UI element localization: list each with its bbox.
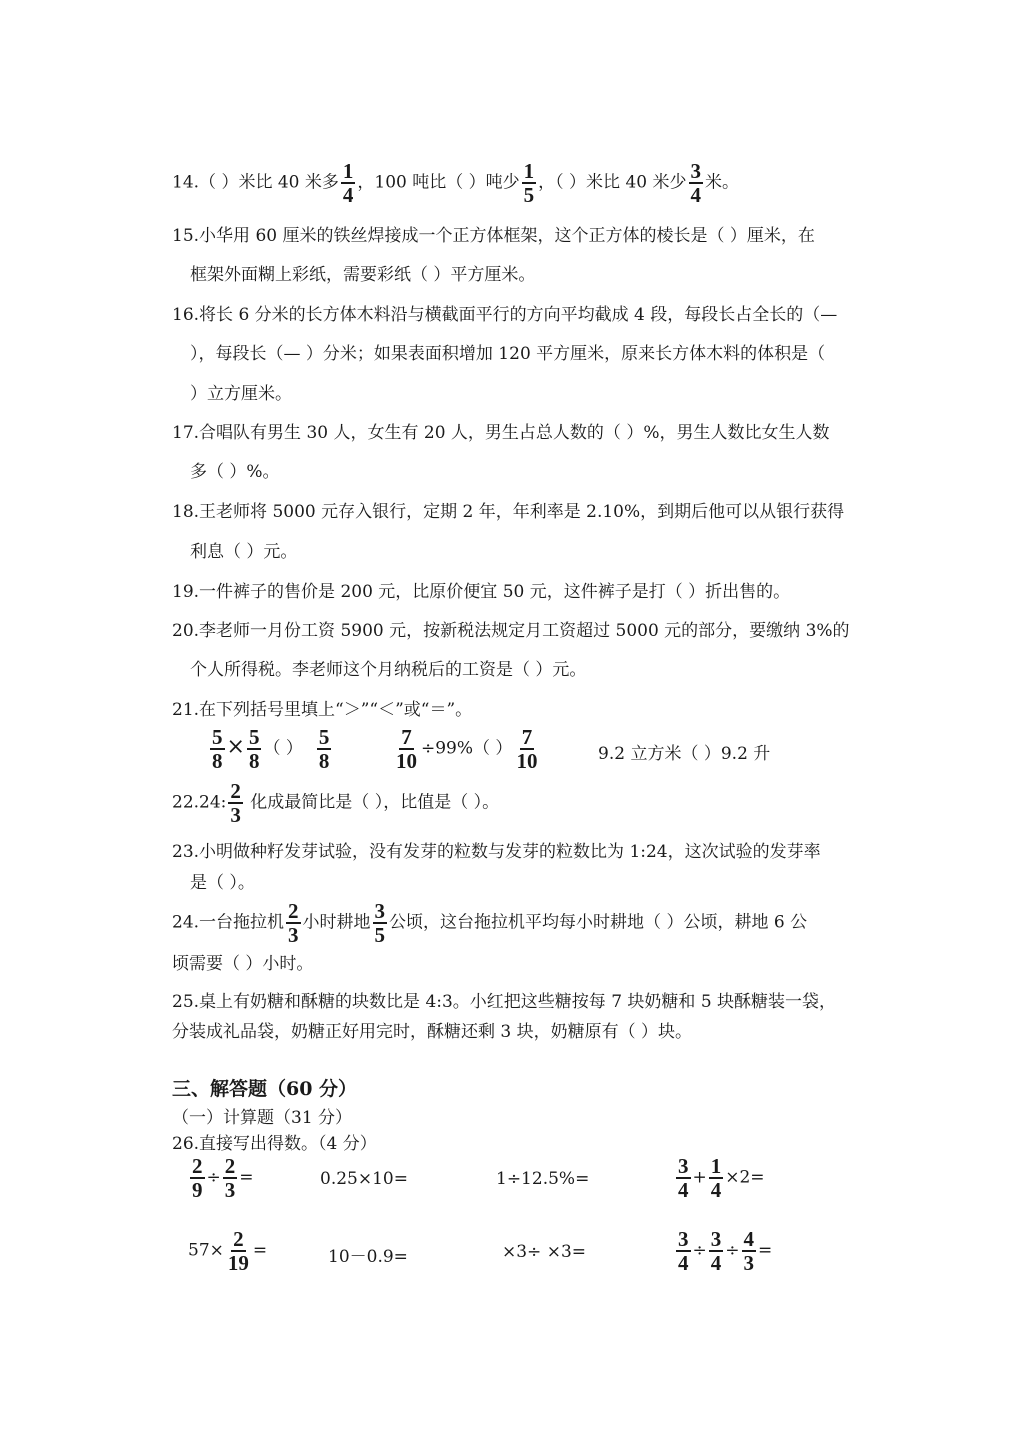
question-16-line-2: ），每段长（— ）分米；如果表面积增加 120 平方厘米，原来长方体木料的体积是（ [190, 344, 826, 364]
question-15-line-2: 框架外面糊上彩纸，需要彩纸（ ）平方厘米。 [190, 265, 536, 285]
fraction: $\frac{4}{3}$ [743, 1227, 754, 1275]
fraction: $\frac{7}{10}$ [516, 725, 538, 773]
question-24-line-2: 顷需要（ ）小时。 [172, 954, 314, 974]
fraction: $\frac{1}{4}$ [710, 1154, 722, 1202]
fraction: $\frac{1}{5}$ [523, 159, 535, 207]
question-18-line-2: 利息（ ）元。 [190, 542, 298, 562]
question-20-line-2: 个人所得税。李老师这个月纳税后的工资是（ ）元。 [190, 660, 587, 680]
question-25-line-2: 分装成礼品袋，奶糖正好用完时，酥糖还剩 3 块，奶糖原有（ ）块。 [172, 1022, 693, 1042]
fraction: $\frac{2}{3}$ [288, 899, 299, 947]
fraction: $\frac{2}{9}$ [192, 1154, 203, 1202]
fraction: $\frac{3}{4}$ [690, 159, 701, 207]
question-22: 22.24: $\frac{2}{3}$ 化成最简比是（ ），比值是（ ）。 [172, 779, 500, 827]
calc-7: ×3÷ ×3= [502, 1242, 587, 1262]
fraction: $\frac{5}{8}$ [318, 725, 330, 773]
question-15-line-1: 15.小华用 60 厘米的铁丝焊接成一个正方体框架，这个正方体的棱长是（ ）厘米，在 [172, 226, 815, 246]
question-24-line-1: 24.一台拖拉机 $\frac{2}{3}$ 小时耕地 $\frac{3}{5}$ 公顷，这台拖拉机平均每小时耕地（ ）公顷，耕地 6 公 [172, 899, 808, 947]
comparison-c: 9.2 立方米（ ）9.2 升 [598, 744, 771, 764]
comparison-a: $\frac{5}{8}$ × $\frac{5}{8}$ （ ） $\frac{5}{8}$ [212, 725, 330, 773]
fraction: $\frac{3}{4}$ [678, 1154, 689, 1202]
calc-1: $\frac{2}{9}$ ÷ $\frac{2}{3}$ = [192, 1154, 254, 1202]
question-21: 21.在下列括号里填上“＞”“＜”或“＝”。 [172, 700, 473, 720]
question-26: 26.直接写出得数。（4 分） [172, 1134, 377, 1154]
fraction: $\frac{3}{4}$ [678, 1227, 689, 1275]
calc-5: 57× $\frac{2}{19}$ = [188, 1227, 268, 1275]
calc-3: 1÷12.5%= [496, 1169, 590, 1189]
question-17-line-1: 17.合唱队有男生 30 人，女生有 20 人，男生占总人数的（ ）%，男生人数比女生人数 [172, 423, 830, 443]
subsection-heading: （一）计算题（31 分） [172, 1108, 353, 1128]
fraction: $\frac{1}{4}$ [342, 159, 354, 207]
question-23-line-1: 23.小明做种籽发芽试验，没有发芽的粒数与发芽的粒数比为 1:24，这次试验的发芽率 [172, 842, 821, 862]
fraction: $\frac{2}{3}$ [224, 1154, 236, 1202]
question-23-line-2: 是（ ）。 [190, 873, 255, 893]
fraction: $\frac{5}{8}$ [212, 725, 223, 773]
fraction: $\frac{2}{3}$ [230, 779, 241, 827]
question-16-line-3: ）立方厘米。 [190, 384, 292, 404]
fraction: $\frac{2}{19}$ [227, 1227, 249, 1275]
question-25-line-1: 25.桌上有奶糖和酥糖的块数比是 4:3。小红把这些糖按每 7 块奶糖和 5 块酥糖装一袋， [172, 992, 837, 1012]
comparison-b: $\frac{7}{10}$ ÷99%（ ） $\frac{7}{10}$ [396, 725, 538, 773]
question-20-line-1: 20.李老师一月份工资 5900 元，按新税法规定月工资超过 5000 元的部分，要缴纳 3%的 [172, 621, 850, 641]
question-18-line-1: 18.王老师将 5000 元存入银行，定期 2 年，年利率是 2.10%，到期后他可以从银行获得 [172, 502, 845, 522]
fraction: $\frac{3}{4}$ [710, 1227, 722, 1275]
question-19: 19.一件裤子的售价是 200 元，比原价便宜 50 元，这件裤子是打（ ）折出售的。 [172, 582, 791, 602]
calc-4: $\frac{3}{4}$ + $\frac{1}{4}$ ×2= [678, 1154, 765, 1202]
calc-2: 0.25×10= [320, 1169, 408, 1189]
fraction: $\frac{5}{8}$ [248, 725, 260, 773]
question-16-line-1: 16.将长 6 分米的长方体木料沿与横截面平行的方向平均截成 4 段，每段长占全长的（— [172, 305, 838, 325]
calc-6: 10－0.9= [328, 1247, 408, 1267]
section-heading: 三、解答题（60 分） [172, 1078, 358, 1100]
fraction: $\frac{3}{5}$ [374, 899, 386, 947]
fraction: $\frac{7}{10}$ [396, 725, 417, 773]
question-14: 14.（ ）米比 40 米多 $\frac{1}{4}$ ，100 吨比（ ）吨少 $\frac{1}{5}$ ，（ ）米比 40 米少 $\frac{3}{4}$ 米。 [172, 159, 739, 207]
question-17-line-2: 多（ ）%。 [190, 462, 280, 482]
calc-8: $\frac{3}{4}$ ÷ $\frac{3}{4}$ ÷ $\frac{4}{3}$ = [678, 1227, 773, 1275]
